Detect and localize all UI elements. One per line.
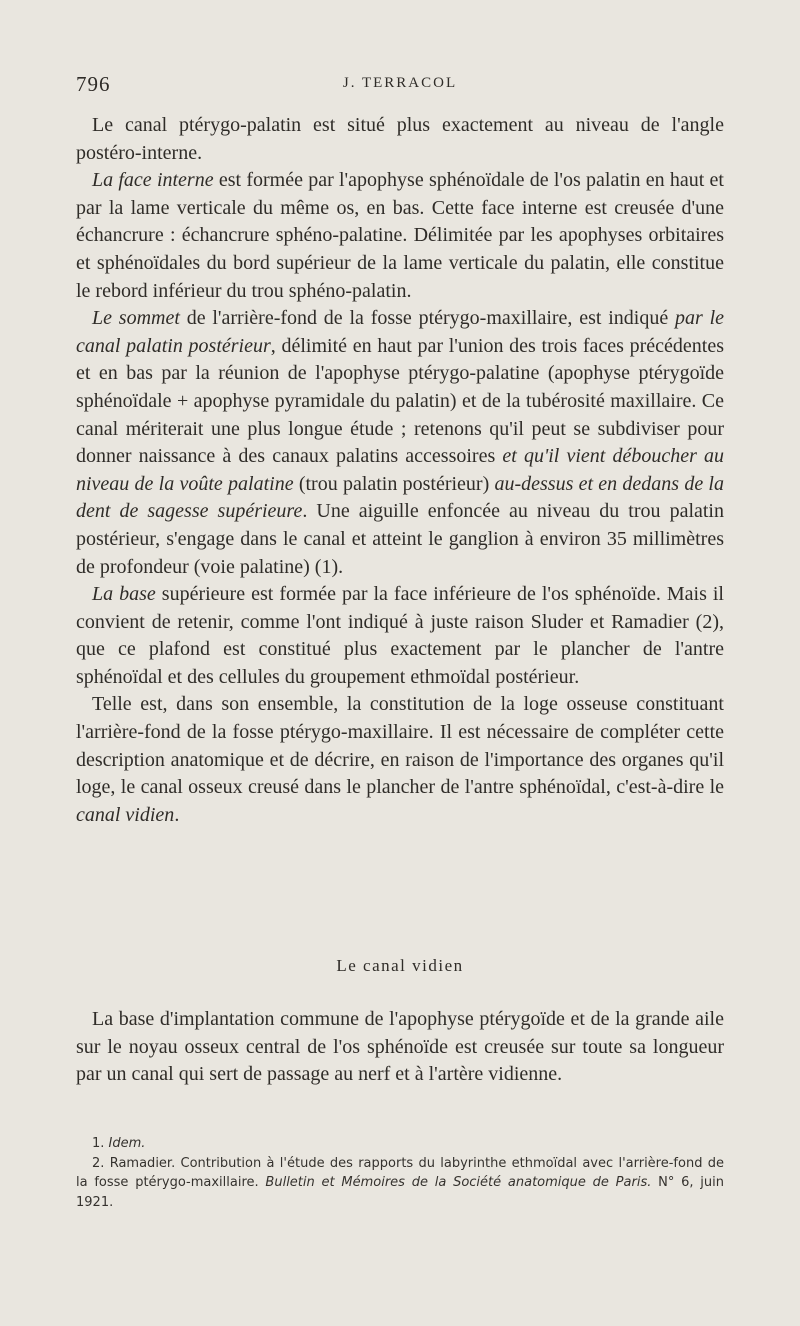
emphasis: par le canal palatin postérieur [76,307,725,357]
footnote: 2. Ramadier. Contribution à l'étude des rapports du labyrinthe ethmoïdal avec l'arrière-fond de la fosse ptérygo-maxillaire. Bulletin et Mémoires de la Société anatomique de Paris. N° 6, juin 1921. [76,1155,724,1210]
paragraph: La base d'implantation commune de l'apophyse ptérygoïde et de la grande aile sur le noyau osseux central de l'os sphénoïde est creusée sur toute sa longueur par un canal qui sert de passage au nerf et à l'artère vidienne. [76,1008,724,1086]
paragraph: Le sommet de l'arrière-fond de la fosse ptérygo-maxillaire, est indiqué par le canal palatin postérieur, délimité en haut par l'union des trois faces précédentes et en bas par la réunion de l'apophyse ptérygo-palatine (apophyse ptérygoïde sphénoïdale + apophyse pyramidale du palatin) et de la tubérosité maxillaire. Ce canal mériterait une plus longue étude ; retenons qu'il peut se subdiviser pour donner naissance à des canaux palatins accessoires et qu'il vient déboucher au niveau de la voûte palatine (trou palatin postérieur) au-dessus et en dedans de la dent de sagesse supérieure. Une aiguille enfoncée au niveau du trou palatin postérieur, s'engage dans le canal et atteint le ganglion à environ 35 millimètres de profondeur (voie palatine) (1). [76,307,725,578]
footnote: 1. Idem. [92,1136,146,1151]
page-number: 796 [76,72,111,96]
paragraph: La face interne est formée par l'apophyse sphénoïdale de l'os palatin en haut et par la lame verticale du même os, en bas. Cette face interne est creusée d'une échancrure : échancrure sphéno-palatine. Délimitée par les apophyses orbitaires et sphénoïdales du bord supérieur de la lame verticale du palatin, elle constitue le rebord inférieur du trou sphéno-palatin. [76,169,724,302]
page-header [76,72,724,98]
emphasis: La base [92,583,156,606]
paragraph: Le canal ptérygo-palatin est situé plus exactement au niveau de l'angle postéro-interne. [76,114,724,164]
emphasis: canal vidien [76,803,175,826]
footnotes [76,1134,724,1212]
emphasis: au-dessus et en dedans de la dent de sagesse supérieure [76,472,724,523]
paragraph: Telle est, dans son ensemble, la constitution de la loge osseuse constituant l'arrière-fond de la fosse ptérygo-maxillaire. Il est nécessaire de compléter cette description anatomique et de décrire, en raison de l'importance des organes qu'il loge, le canal osseux creusé dans le plancher de l'antre sphénoïdal, c'est-à-dire le canal vidien. [76,693,724,826]
emphasis: et qu'il vient déboucher au niveau de la voûte palatine [76,445,725,495]
body-text [76,112,724,829]
emphasis: La face interne [92,169,214,192]
section-heading: Le canal vidien [336,956,464,975]
paragraph: La base supérieure est formée par la face inférieure de l'os sphénoïde. Mais il convient de retenir, comme l'ont indiqué à juste raison Sluder et Ramadier (2), que ce plafond est constitué plus exactement par le plancher de l'antre sphénoïdal et des cellules du groupement ethmoïdal postérieur. [76,583,724,688]
section-text [76,1006,724,1089]
emphasis: Le sommet [92,307,180,330]
running-head: J. TERRACOL [342,75,458,91]
